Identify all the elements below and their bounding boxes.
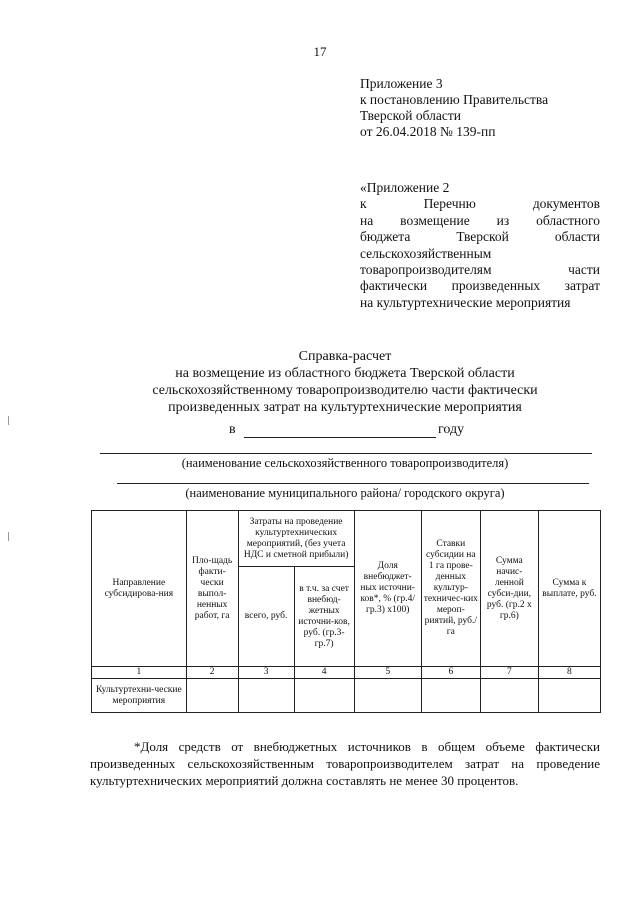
district-blank-line	[117, 483, 589, 484]
footnote	[90, 738, 600, 789]
word: бюджета	[360, 229, 411, 245]
column-number: 3	[238, 667, 294, 679]
empty-cell	[294, 679, 354, 713]
word: из	[496, 212, 510, 228]
header-rate: Ставки субсидии на 1 га прове-денных культур-техничес-ких мероп-риятий, руб./га	[421, 511, 480, 667]
scan-margin-mark	[8, 416, 9, 425]
appendix-2-line	[360, 213, 600, 229]
title-line: сельскохозяйственному товаропроизводителю части фактически	[152, 383, 538, 398]
header-direction: Направление субсидирова-ния	[92, 511, 187, 667]
header-share: Доля внебюджет-ных источни-ков*, % (гр.4/ гр.3) х100)	[354, 511, 421, 667]
appendix-2-line: сельскохозяйственным	[360, 245, 492, 261]
column-number: 1	[92, 667, 187, 679]
producer-blank-line	[100, 453, 592, 454]
word: товаропроизводителям	[360, 262, 492, 278]
word: на	[360, 212, 374, 228]
appendix-3-line: к постановлению Правительства	[360, 92, 549, 107]
header-payout: Сумма к выплате, руб.	[538, 511, 600, 667]
title-line: произведенных затрат на культуртехнические мероприятия	[168, 400, 522, 415]
empty-cell	[354, 679, 421, 713]
appendix-2-line: «Приложение 2	[360, 180, 450, 195]
word: Тверской	[456, 229, 509, 245]
word: областного	[536, 212, 600, 228]
empty-cell	[186, 679, 238, 713]
word: к	[360, 196, 367, 212]
appendix-2-line	[360, 262, 600, 278]
header-area: Пло-щадь факти-чески выпол-ненных работ, га	[186, 511, 238, 667]
page-number: 17	[313, 44, 327, 59]
column-number: 8	[538, 667, 600, 679]
appendix-3-header	[360, 76, 600, 140]
year-blank-field	[244, 437, 436, 438]
word: области	[554, 229, 600, 245]
empty-cell	[421, 679, 480, 713]
appendix-2-line: на культуртехнические мероприятия	[360, 294, 571, 310]
word: части	[568, 262, 600, 278]
year-suffix: году	[438, 422, 465, 437]
word: возмещение	[400, 212, 470, 228]
producer-caption: (наименование сельскохозяйственного товаропроизводителя)	[181, 456, 509, 470]
calculation-table	[91, 510, 601, 713]
column-number: 7	[480, 667, 538, 679]
document-title	[90, 348, 600, 416]
title-line: на возмещение из областного бюджета Тверской области	[175, 366, 515, 381]
row-label: Культуртехни-ческие мероприятия	[92, 679, 187, 713]
appendix-2-line	[360, 229, 600, 245]
footnote-text: *Доля средств от внебюджетных источников в общем объеме фактически произведенных сельскохозяйственным товаропроизводителем затрат на проведение культуртехнических мероприятий должна составлять не менее 30 процентов.	[90, 739, 600, 788]
header-subsidy-sum: Сумма начис-ленной субси-дии, руб. (гр.2 х гр.6)	[480, 511, 538, 667]
column-number: 2	[186, 667, 238, 679]
appendix-3-line: Приложение 3	[360, 76, 443, 91]
column-number: 5	[354, 667, 421, 679]
title-line: Справка-расчет	[298, 349, 392, 364]
appendix-2-header	[360, 180, 600, 311]
empty-cell	[538, 679, 600, 713]
word: произведенных	[451, 278, 541, 294]
column-number: 4	[294, 667, 354, 679]
word: документов	[532, 196, 600, 212]
scan-margin-mark	[8, 532, 9, 541]
appendix-2-line	[360, 278, 600, 294]
word: Перечню	[423, 196, 476, 212]
empty-cell	[238, 679, 294, 713]
year-prefix: в	[229, 422, 236, 437]
appendix-3-line: Тверской области	[360, 108, 461, 123]
district-caption: (наименование муниципального района/ городского округа)	[185, 486, 505, 500]
header-costs-group: Затраты на проведение культуртехнических мероприятий, (без учета НДС и сметной прибыли)	[238, 511, 354, 567]
empty-cell	[480, 679, 538, 713]
header-costs-extrabudgetary: в т.ч. за счет внебюд-жетных источни-ков, руб. (гр.3-гр.7)	[294, 567, 354, 667]
appendix-2-line	[360, 196, 600, 212]
header-costs-total: всего, руб.	[238, 567, 294, 667]
appendix-3-line: от 26.04.2018 № 139-пп	[360, 124, 496, 139]
column-number: 6	[421, 667, 480, 679]
word: затрат	[564, 278, 600, 294]
word: фактически	[360, 278, 428, 294]
